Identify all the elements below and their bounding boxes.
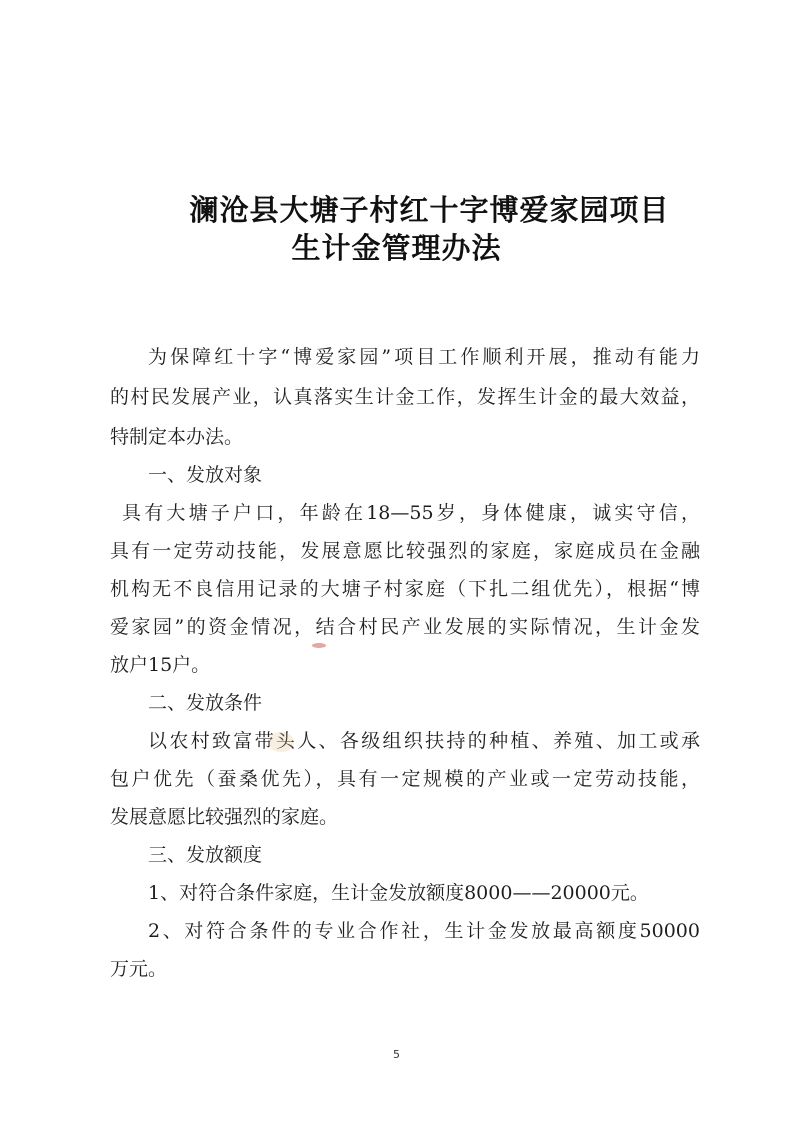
section-2-line-3: 发展意愿比较强烈的家庭。 <box>110 806 339 828</box>
scan-smudge <box>312 643 326 648</box>
section-3-item-2: 2、对符合条件的专业合作社，生计金发放最高额度50000 <box>148 920 700 942</box>
section-1-line-2: 具有一定劳动技能，发展意愿比较强烈的家庭，家庭成员在金融 <box>110 540 700 562</box>
section-heading-3: 三、发放额度 <box>148 844 263 866</box>
section-1-line-3: 机构无不良信用记录的大塘子村家庭（下扎二组优先），根据“博 <box>110 578 700 600</box>
section-3-item-1: 1、对符合条件家庭，生计金发放额度8000——20000元。 <box>148 882 649 904</box>
document-title-line-2: 生计金管理办法 <box>291 231 502 265</box>
document-title-line-1: 澜沧县大塘子村红十字博爱家园项目 <box>189 193 670 227</box>
section-1-line-1: 具有大塘子户口，年龄在18—55岁，身体健康，诚实守信， <box>122 502 700 524</box>
page-number: 5 <box>393 1048 400 1061</box>
section-1-line-5: 放户15户。 <box>110 654 211 676</box>
paragraph-intro-line-3: 特制定本办法。 <box>110 426 244 448</box>
section-3-item-2-cont: 万元。 <box>110 958 168 980</box>
paragraph-intro-line-2: 的村民发展产业，认真落实生计金工作，发挥生计金的最大效益， <box>110 386 700 408</box>
paragraph-intro-line-1: 为保障红十字“博爱家园”项目工作顺利开展，推动有能力 <box>148 346 700 368</box>
section-1-line-4: 爱家园”的资金情况，结合村民产业发展的实际情况，生计金发 <box>110 616 700 638</box>
section-heading-2: 二、发放条件 <box>148 692 263 714</box>
section-2-line-2: 包户优先（蚕桑优先），具有一定规模的产业或一定劳动技能， <box>110 768 700 790</box>
section-2-line-1: 以农村致富带头人、各级组织扶持的种植、养殖、加工或承 <box>148 730 700 752</box>
section-heading-1: 一、发放对象 <box>148 464 263 486</box>
